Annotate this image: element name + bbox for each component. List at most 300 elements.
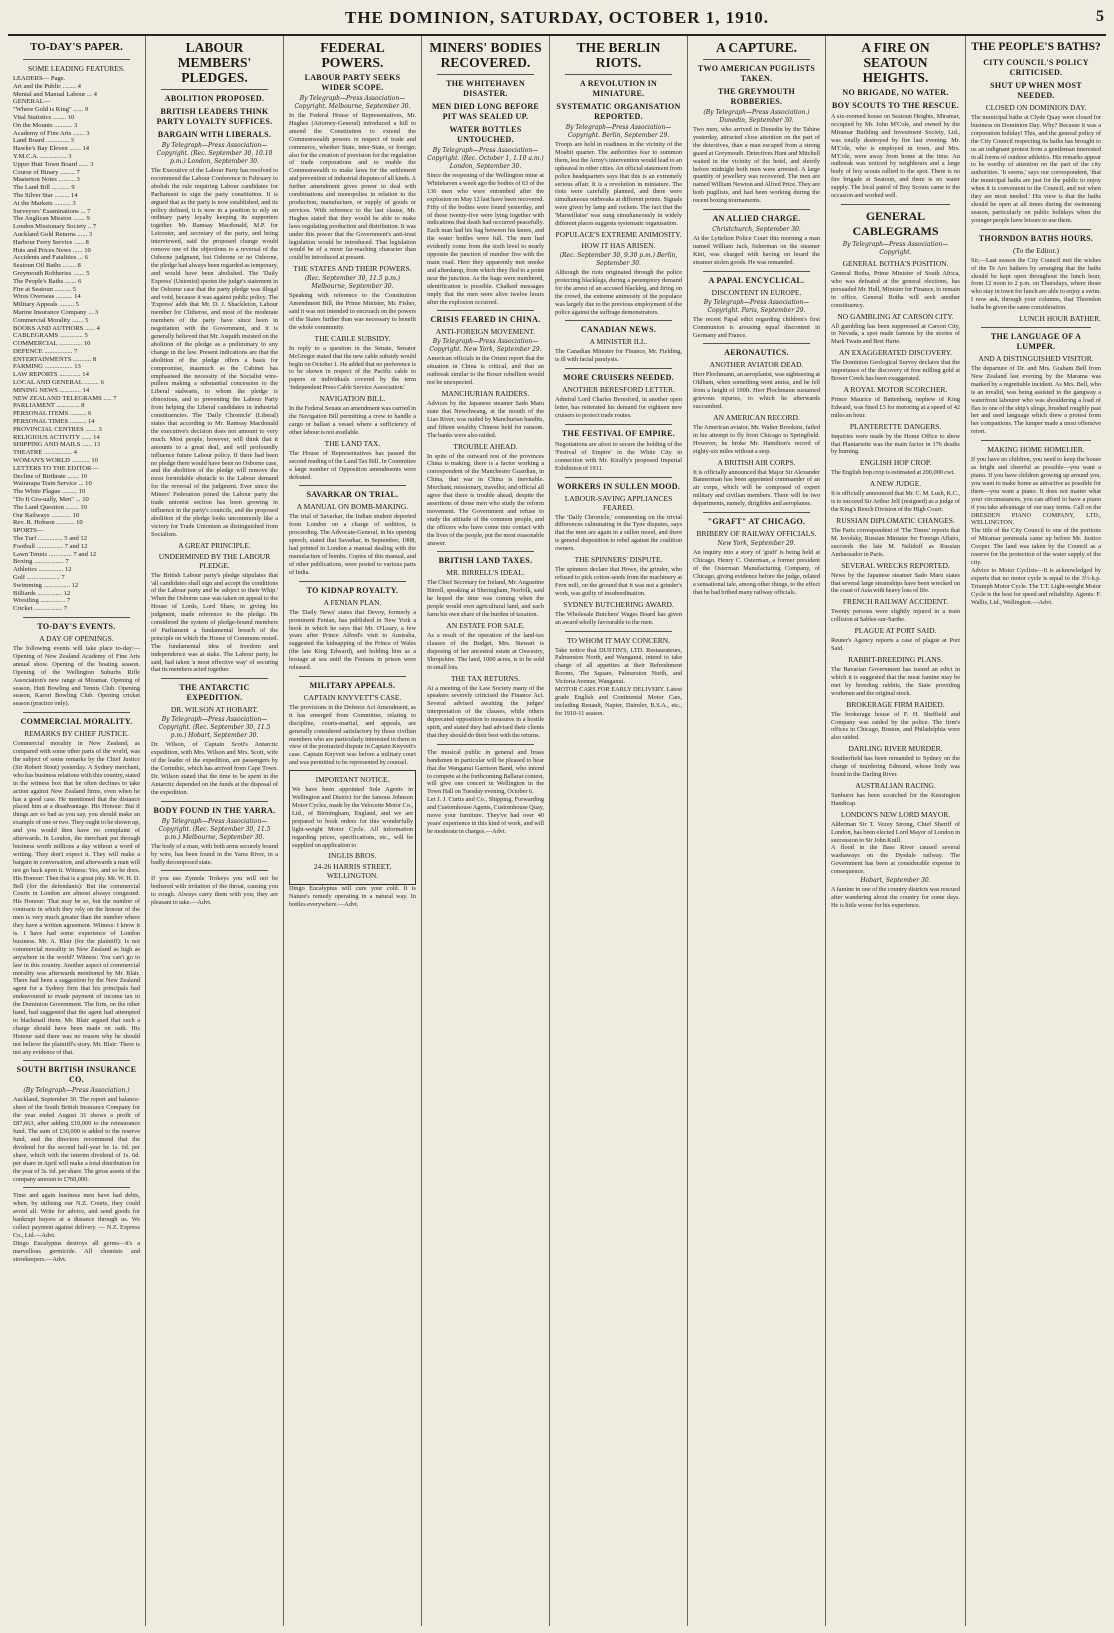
subheading: THE CABLE SUBSIDY. bbox=[314, 333, 391, 343]
divider bbox=[703, 209, 810, 210]
advertisement-text: Time and again business men have had debts, when, by utilising our N.Z. Courts, they could avoid all. Write for advice, and send goods for bankrupt buyers at a distance through us. We collect payment against delivery. — N.Z. Express Co., Ltd.—Advt. bbox=[13, 1192, 140, 1239]
dateline: By Telegraph—Press Association—Copyright. New York, September 29. bbox=[429, 338, 542, 354]
headline: FEDERAL POWERS. bbox=[320, 40, 385, 70]
letter-text: Sir,—Last season the City Council met the wishes of the Te Aro bathers by arranging that the baths should be kept open throughout the lunch hour, from 12 noon to 2 p.m. on Thursdays, where those who stay in town for lunch are able to enjoy a swim. I now ask, through your columns, that Thorndon baths be given the same consideration. bbox=[971, 256, 1101, 312]
toc-item: LOCAL AND GENERAL ......... 6 bbox=[13, 379, 104, 387]
cable-text: Alderman Sir T. Vezey Strong, Chief Sheriff of London, has been elected Lord Mayor of London in succession to Sir John Knill. bbox=[831, 820, 960, 844]
toc-item: Golf .................... 7 bbox=[13, 574, 65, 581]
subheadline: SHUT UP WHEN MOST NEEDED. bbox=[990, 81, 1082, 100]
toc-item: Fire at Seatoun .......... 5 bbox=[13, 285, 76, 293]
toc-item: ENTERTAINMENTS ........... 8 bbox=[13, 355, 97, 363]
leading-features-heading: SOME LEADING FEATURES. bbox=[28, 64, 125, 73]
cable-heading: DARLING RIVER MURDER. bbox=[848, 744, 943, 754]
toc-item: NEW ZEALAND TELEGRAMS ..... 7 bbox=[13, 394, 117, 402]
article-text: Negotiations are afoot to secure the holding of the 'Festival of Empire' in the White City in connection with Mr. Kiralfy's proposed Imperial Exhibition of 1911. bbox=[555, 440, 682, 472]
cable-heading: BROKERAGE FIRM RAIDED. bbox=[846, 699, 945, 709]
commercial-morality-text: Commercial morality in New Zealand, as compared with some other parts of the world, was the subject of some remarks by the Chief Justice (Sir Robert Stout) yesterday. A Sydney merchant, who has business relations with this country, stated in the witness box that he often declines to take action against New Zealand firms, even when he has a good case. He mentioned that the distance placed him at a disadvantage. His Honour: But if things are so bad as you say, you should make an example of one or two. They ought to be shown up, and you would then have no complaint of afterwards. In London, the merchant put through business worth millions a day without a word of writing. They don't expect it. They will make a bargain in conversation, and afterwards a man will not go back upon it. Witness: Yes, and so he does. His Honour: Then that is a great pity. Mr. W. H. D. Bell (for the defendants): But the commercial Courts in London are almost always congested. His Honour: That may be so, but the number of contracts in which they rely on the honour of the men is very much greater than the number where they have a written agreement. Witness: I know it is. I have had some experience of London business. Mr. A. Blair (for the plaintiff): Is not commercial morality in New Zealand as high as anywhere in the world? Witness: You can't go to law in this country. Another aspect of commercial morality was afterwards mentioned by Mr. Blair. There had been a suggestion by the New Zealand agent for a Sydney firm that his principals had endeavoured to evade payment of income tax to the Dominion Government. The firm, on the other hand, had suggested that the agent had attempted to blackmail them. Mr. Blair argued that such a charge should have been made on oath. His Honour said there was no reason why he should not believe the plaintiff's story. Mr. Blair: There is not any evidence of that. bbox=[13, 740, 140, 1056]
toc-item: WOMAN'S WORLD ........... 10 bbox=[13, 457, 98, 465]
toc-item: BOOKS AND AUTHORS ...... 4 bbox=[13, 324, 100, 332]
toc-item: PERSONAL TIMES .......... 14 bbox=[13, 418, 95, 426]
toc-item: Land Board .............. 3 bbox=[13, 137, 74, 145]
article-text: The 'Daily Chronicle,' commenting on the trivial differences culminating in the Tyne disputes, says that the men are again in a sullen mood, and there is general disposition to rebel against the coalition owners. bbox=[555, 513, 682, 553]
subheading: A MANUAL ON BOMB-MAKING. bbox=[296, 502, 409, 512]
cable-text: The English hop crop is estimated at 200,000 cwt. bbox=[831, 469, 955, 477]
advertisement-text: If you use Zymole Trokeys you will not be bothered with irritation of the throat, causing you to cough. Always carry them with you; they are pleasant to take.—Advt. bbox=[151, 875, 278, 907]
article-text: Two men, who arrived in Dunedin by the Tahine yesterday, attracted close attention on the part of the detectives, than a man escaped from a strong guard at Greymouth. Detectives Hunt and Mitchell waited in the vicinity of the hotel, and shortly before midnight both men were arrested. A large quantity of jewellery was recovered. The men are named William Newton and Alfred Price. They are both pugilists, and had been working during the recent boxing tournaments. bbox=[693, 126, 820, 205]
divider bbox=[703, 59, 810, 60]
toc-item: Wires Overseas .......... 14 bbox=[13, 293, 81, 301]
toc-item: LETTERS TO THE EDITOR— bbox=[13, 464, 99, 472]
dateline: By Telegraph—Press Association—Copyright. bbox=[842, 240, 949, 256]
divider bbox=[437, 551, 534, 552]
toc-item: Military Appeals ......... 5 bbox=[13, 301, 79, 309]
divider bbox=[23, 1187, 130, 1188]
toc-item: PROVINCIAL CENTRES ....... 3 bbox=[13, 425, 102, 433]
toc-item: Our Railways ............ 10 bbox=[13, 511, 80, 519]
subheadline: ABOLITION PROPOSED. bbox=[164, 94, 265, 103]
cable-heading: PLAGUE AT PORT SAID. bbox=[854, 626, 937, 636]
divider bbox=[161, 89, 268, 90]
toc-item: On the Mounts ........... 3 bbox=[13, 121, 78, 129]
article-text: The departure of Dr. and Mrs. Graham Bell from New Zealand last evening by the Marama was marked by a regrettable incident. As Mrs. Bell, who is an invalid, was being assisted to the gangway a waterfront labourer who was shouldering a load of flax to one of the ship's slings, brushed roughly past her and used language which drew a protest from her companions. The lumper made a most offensive retort. bbox=[971, 365, 1101, 436]
divider bbox=[437, 744, 534, 745]
advertisement-text: If you have no children, you need to keep the house as bright and cheerful as possible—you want a piano. If you have children growing up around you, you want to make home as attractive as possible for them—you want a piano. It does not matter what your circumstances, you can afford to have a piano if you take advantage of our easy terms. Call on the DRESDEN PIANO COMPANY, LTD., WELLINGTON. bbox=[971, 456, 1101, 527]
article-text: The title of the City Council to one of the portions of Miramar peninsula came up before Mr. Justice Cooper. The land was taken by the Council as a reserve for the protection of the water supply of the city. bbox=[971, 527, 1101, 566]
cablegrams-heading: GENERAL CABLEGRAMS bbox=[852, 208, 939, 238]
article-text: It is officially announced that Major Sir Alexander Bannerman has been appointed commander of an air corps, which will be composed of expert military and civilian members. There will be two departments, namely, dirigibles and aeroplanes. bbox=[693, 468, 820, 508]
divider bbox=[299, 485, 406, 486]
headline: THE PEOPLE'S BATHS? bbox=[971, 41, 1101, 53]
toc-item: "Where Gold is King" ...... 9 bbox=[13, 106, 89, 114]
toc-item: COMMERCIAL .............. 10 bbox=[13, 340, 91, 348]
toc-item: Rev. R. Hobson ........... 10 bbox=[13, 519, 83, 527]
toc-item: The Turf ............... 5 and 12 bbox=[13, 535, 87, 543]
divider bbox=[703, 512, 810, 513]
toc-item: Wairarapa Train Service ... 10 bbox=[13, 480, 92, 488]
subheading: ANOTHER BERESFORD LETTER. bbox=[562, 385, 675, 395]
toc-item: Auckland Gold Returns ...... 3 bbox=[13, 230, 93, 238]
toc-item: At the Markets .......... 3 bbox=[13, 199, 76, 207]
article-text: The British Labour party's pledge stipulates that 'all candidates shall sign and accept the conditions of the Labour party and be subject to their Whip.' When the Osborne case was taken on appeal to the House of Lords, Lord Shaw, in giving his judgment, made reference to the pledge. He considered the system of pledge-bound members of Parliament a fundamental breach of the principle on which the House of Commons rested. The fundamental idea of freedom and independence was at stake. The Labour party, he said, had taken 'a most effective way' of securing that its members acted together. bbox=[151, 571, 278, 674]
toc-item: PARLIAMENT .............. 8 bbox=[13, 402, 85, 410]
subheading: THE LAND TAX. bbox=[324, 438, 381, 448]
headline: AERONAUTICS. bbox=[724, 348, 789, 358]
dateline: By Telegraph—Press Association—Copyright. Paris, September 29. bbox=[703, 298, 810, 314]
article-text: The Canadian Minister for Finance, Mr. Fielding, is ill with facial paralysis. bbox=[555, 348, 682, 364]
cable-heading: AUSTRALIAN RACING. bbox=[855, 780, 936, 790]
subheading: CLOSED ON DOMINION DAY. bbox=[985, 103, 1087, 112]
cable-text: Sunburst has been scratched for the Kensington Handicap. bbox=[831, 791, 960, 807]
headline: A CAPTURE. bbox=[715, 40, 797, 55]
dateline: By Telegraph—Press Association—Copyright. (Rec. September 30, 11.5 p.m.) Hobart, September 30. bbox=[158, 716, 271, 740]
article-text: The American aviator, Mr. Walter Brookins, failed in his attempt to fly from Chicago to Springfield. However, he broke Mr. Hamilton's record of eighty-six miles without a stop. bbox=[693, 423, 820, 455]
subheading: A FENIAN PLAN. bbox=[323, 597, 382, 607]
cable-heading: NO GAMBLING AT CARSON CITY. bbox=[837, 311, 954, 321]
article-text: In the Federal House of Representatives, Mr. Hughes (Attorney-General) introduced a bill to amend the Constitution to extend the Commonwealth powers in respect of trade and commerce, whether State, inter-State, or foreign; also for the creation of provision for the regulation of trade corporations and to enable the Commonwealth to make laws for the settlement and prevention of industrial disputes of all kinds. A further amendment gives power to deal with combinations and monopolies in relation to the production, manufacture, or supply of goods or services. With reference to the last clause, Mr. Hughes stated that they would be able to make laws regulating production and distribution. It was under this power that the Government's anti-trust legislation would be introduced. That legislation would be of a more far-reaching character than could be introduced at present. bbox=[289, 112, 416, 262]
toc-item: LEADERS— Page. bbox=[13, 75, 66, 82]
toc-item: The Land Question ........ 10 bbox=[13, 503, 87, 511]
subheading: UNDERMINED BY THE LABOUR PLEDGE. bbox=[158, 551, 271, 570]
subheadline: CITY COUNCIL'S POLICY CRITICISED. bbox=[983, 58, 1089, 77]
subheading: CAPTAIN KNYVETT'S CASE. bbox=[303, 692, 402, 702]
subheading: SYDNEY BUTCHERING AWARD. bbox=[563, 599, 674, 609]
toc-item: THEATRE ................. 4 bbox=[13, 449, 77, 457]
article-text: In the Federal Senate an amendment was carried in the Navigation Bill permitting a crew to handle a cargo or ballast a vessel where a sufficiency of other labour is not available. bbox=[289, 405, 416, 436]
notice-heading: IMPORTANT NOTICE. bbox=[315, 775, 390, 785]
dateline: (By Telegraph—Press Association.) bbox=[23, 1087, 130, 1095]
headline: MORE CRUISERS NEEDED. bbox=[563, 373, 674, 383]
divider bbox=[161, 678, 268, 679]
article-text: The Chief Secretary for Ireland, Mr. Augustine Birrell, speaking at Sheringham, Norfolk, said he hoped the time was coming when the people would own agricultural land, and each farm his own share of the burden of taxation. bbox=[427, 579, 544, 619]
openings-subheading: A DAY OF OPENINGS. bbox=[39, 633, 114, 643]
cable-heading: RUSSIAN DIPLOMATIC CHANGES. bbox=[836, 516, 955, 525]
divider bbox=[161, 870, 268, 871]
insurance-text: Auckland, September 30. The report and balance-sheet of the South British Insurance Company for the year ended August 31 shows a profit of £87,663, after adding £10,000 to the reinsurance fund. The sum of £30,000 is added to the reserve fund, and the directors recommend that the dividend for the second half-year be 1s. 6d. per share, which with the interim dividend of 1s. 6d. per share in April will make a total distribution for the year of 3s. 6d. per share. The gross assets of the company amount to £760,000. bbox=[13, 1096, 140, 1183]
advertisement-text: Advice to Motor Cyclists—It is acknowledged by experts that no motor cycle is equal to the 3½-h.p. Triumph Motor Cycle. The T.T. Light-weight Motor Cycle is the best for speed and reliability. Agents: F. Wallis, Ltd., Wellington.—Advt. bbox=[971, 566, 1101, 606]
notice-box bbox=[289, 770, 416, 885]
cable-text: General Botha, Prime Minister of South Africa, who was defeated at the general elections, has persuaded Mr. Hull, Minister for Finance, to remain in office. General Botha will seek another constituency. bbox=[831, 269, 960, 309]
todays-paper-heading: TO-DAY'S PAPER. bbox=[30, 41, 123, 53]
article-text: The recent Papal edict regarding children's first Communion is arousing equal discontent in Germany and France. bbox=[693, 315, 820, 339]
advertisement-text: Dingo Eucalyptus will cure your cold. It is Nature's remedy operating in a natural way. In bottles everywhere.—Advt. bbox=[289, 885, 416, 909]
toc-item: Surveyors' Examinations ... 7 bbox=[13, 207, 91, 215]
subheadline: NO BRIGADE, NO WATER. bbox=[842, 88, 949, 97]
headline: "GRAFT" AT CHICAGO. bbox=[707, 517, 806, 527]
cable-text: Reuter's Agency reports a case of plague at Port Said. bbox=[831, 637, 960, 653]
column-miners-bodies bbox=[422, 36, 550, 1626]
advertisement-text: Dingo Eucalyptus destroys all germs—it's a marvellous germicide. All chemists and storekeepers.—Advt. bbox=[13, 1239, 140, 1263]
article-text: The Executive of the Labour Party has resolved to recommend the Labour Conference in February to abolish the rule requiring Labour candidates for Parliament to sign the party constitution. It is argued that as the party is now established, and its policy defined, it is now in a position to rely on ordinary party loyalty keeping its supporters together. Mr. Ramsay Macdonald, M.P. for Leicester, and secretary of the party, and being interviewed, said the proposed change would remove one of the objections to a reversal of the Osborne judgment, but Osborne or no Osborne, the pledge had always been regarded as temporary, and would have been abolished. The 'Daily Express' (Unionist) quotes the judge's statement in the Osborne case that the party pledge was illegal and void, because it was against public policy. The 'Express' adds that Mr. D. J. Shackleton, Labour member for Clitheroe, and most of the moderate members of the party have since been in negotiation with the Government, and it is generally believed that Mr. Asquith insisted on the abolition of the pledge as a preliminary to any change in the law. Present indications are that the abolition of the pledge offers a basis for compromise, inasmuch as the Cabinet has emphasised the necessity of the Socialist wire-pullers making a substantial concession to the Liberal stalwarts, to whom the pledge is obnoxious, and to preventing the Labour Party from helping the Liberal candidates in industrial constituencies. The 'Daily Chronicle' (Liberal) states that according to Mr. Ramsay Macdonald the executive's decision does not amount to very much. Most people, however, will think that it amounts to a great deal, and will profoundly influence future Labour policy. If there had been no pledge there would have been no Osborne case, and the abolition of the pledge will remove the most formidable obstacle to the Labour demand for the reversal of the judgment. Ever since the Miners' Federation joined the Labour party the trade unionist section has been growing in influence in the party's councils, and the proposed abolition of the pledge looks uncommonly like a victory for Trade Unionism as distinguished from Socialism. bbox=[151, 167, 278, 538]
divider bbox=[703, 271, 810, 272]
article-text: Troops are held in readiness in the vicinity of the Moabit quarter. The authorities fear to summon them, lest the Army's intervention would lead to an upheaval in other cities. An official statement from police headquarters says that this is an extremely serious affair. It is a revolution in miniature. The riots were carefully planned, and there were simultaneous outbreaks at different points. Signals were given by lamp and rockets. The fact that the 'Marseillaise' was sung simultaneously in widely different places suggests systematic organisation. bbox=[555, 141, 682, 228]
toc-item: Mental and Manual Labour ... 4 bbox=[13, 90, 97, 98]
toc-item: Masterton Notes .......... 3 bbox=[13, 176, 80, 184]
toc-item: London Missionary Society .. 7 bbox=[13, 223, 97, 231]
dateline: By Telegraph—Press Association—Copyright. Melbourne, September 30. bbox=[294, 95, 411, 110]
divider bbox=[703, 343, 810, 344]
divider bbox=[981, 440, 1091, 441]
cable-heading: AN EXAGGERATED DISCOVERY. bbox=[839, 348, 952, 358]
subheading: A MINISTER ILL. bbox=[589, 337, 648, 347]
cable-text: Twenty persons were slightly injured in a train collision at Sables-sur-Sarthe. bbox=[831, 608, 960, 624]
subheadline: THE GREYMOUTH ROBBERIES. bbox=[717, 87, 796, 106]
divider bbox=[23, 59, 130, 60]
advertisement-text: MOTOR CARS FOR EARLY DELIVERY. Latest grade English and Continental Motor Cars, including Renault, Napier, Daimler, B.S.A., etc., for 1910-11 season. bbox=[555, 686, 682, 717]
article-text: The provisions in the Defence Act Amendment, as it has emerged from Committee, relating to discipline, courts-martial, and appeals, are generally considered satisfactory by those civilian members who are particularly interested in them in view of the protracted dispute in Captain Knyvett's case. Captain Knyvett was before a military court and was permitted to be represented by counsel. bbox=[289, 703, 416, 767]
todays-events-heading: TO-DAY'S EVENTS. bbox=[37, 621, 116, 631]
divider bbox=[565, 74, 672, 75]
cable-heading: FRENCH RAILWAY ACCIDENT. bbox=[842, 597, 949, 607]
subheadline: THE WHITEHAVEN DISASTER. bbox=[446, 79, 525, 98]
page-number: 5 bbox=[1096, 8, 1104, 25]
subheadline: SYSTEMATIC ORGANISATION REPORTED. bbox=[556, 102, 681, 121]
cable-heading: RABBIT-BREEDING PLANS. bbox=[848, 654, 943, 664]
subheading: AN ESTATE FOR SALE. bbox=[446, 620, 525, 630]
toc-item: LAW REPORTS ............. 14 bbox=[13, 371, 89, 379]
toc-item: "Do It Gra-ually, Men" ... 10 bbox=[13, 496, 89, 504]
article-text: The municipal baths at Clyde Quay were closed for business on Dominion Day. Why? Because it was a corporation holiday! This, and the general policy of the City Council respecting its baths has brought to us an indignant protest from a gentleman interested in all forms of outdoor athletics. His remarks appear to be worthy of attention on the part of the city authorities. 'It seems,' says our correspondent, 'that the municipal baths are just for the public to enjoy when it is convenient to the Council, and not when they are most needed.' His view is that the baths should be open at all times during the swimming season, particularly on public holidays when the younger people have leisure to use them. bbox=[971, 114, 1101, 224]
subheadline: BARGAIN WITH LIBERALS. bbox=[157, 130, 272, 139]
chief-justice-subheading: REMARKS BY CHIEF JUSTICE. bbox=[24, 729, 129, 739]
dateline: By Telegraph—Press Association—Copyright. (Rec. September 30, 10.10 p.m.) London, September 30. bbox=[156, 142, 273, 165]
column-federal-powers bbox=[284, 36, 422, 1626]
dateline: Hobart, September 30. bbox=[860, 877, 931, 885]
subheading: (To the Editor.) bbox=[1013, 245, 1059, 255]
divider bbox=[565, 368, 672, 369]
contents-list bbox=[13, 75, 140, 613]
subheading: THE SPINNERS' DISPUTE. bbox=[574, 555, 663, 565]
article-text: The spinners declare that Howe, the grinder, who refused to pick cotton-seeds from the machinery at Fern mill, on the ground that it was not a grinder's work, was guilty of insubordination. bbox=[555, 566, 682, 597]
subheading: A GREAT PRINCIPLE. bbox=[178, 540, 251, 550]
dateline: By Telegraph—Press Association—Copyright. (Rec. September 30, 11.5 p.m.) Melbourne, September 30. bbox=[158, 817, 271, 841]
subheading: NAVIGATION BILL. bbox=[319, 394, 386, 404]
toc-item: Upper Hutt Town Board ...... 3 bbox=[13, 160, 94, 168]
article-text: An inquiry into a story of 'graft' is being held at Chicago. Henry C. Osterman, a former president of the Osterman Manufacturing Company, of Chicago, giving evidence before the judge, related a sensational tale, among other things, to the effect that he had bribed many railway officials. bbox=[693, 549, 820, 596]
article-text: At the Lyttelton Police Court this morning a man named William Jack, fisherman on the steamer Kini, was charged with having on board the steamer stolen goods. He was remanded. bbox=[693, 235, 820, 266]
notice-address: 24-26 HARRIS STREET, WELLINGTON. bbox=[313, 862, 392, 881]
headline: TO KIDNAP ROYALTY. bbox=[306, 585, 399, 595]
cable-text: The brokerage house of F. H. Sheffield and Company was raided by the police. The firm's offices in Chicago, Boston, and Philadelphia were also raided. bbox=[831, 710, 960, 742]
article-text: Speaking with reference to the Constitution Amendment Bill, the Prime Minister, Mr. Fisher, said it was not intended to encroach on the powers of the States further than was necessary to benefit the whole community. bbox=[289, 292, 416, 331]
subheading: ANOTHER AVIATOR DEAD. bbox=[709, 360, 804, 370]
cable-heading: PLANTERETTE DANGERS. bbox=[849, 421, 942, 431]
toc-item: Wrestling ............... 7 bbox=[13, 597, 71, 605]
divider bbox=[981, 327, 1091, 328]
subheadline: WATER BOTTLES UNTOUCHED. bbox=[449, 125, 522, 144]
article-text: The musical public in general and brass bandsmen in particular will be pleased to hear that the Wanganui Garrison Band, who intend to compete at the forthcoming Ballarat contest, will give one concert in Wellington in the Town Hall on Tuesday evening, October 6. bbox=[427, 748, 544, 796]
article-text: American officials in the Orient report that the situation in China is critical, and that an outbreak similar to the Boxer rebellion would not be unexpected. bbox=[427, 355, 544, 387]
subheadline: BOY SCOUTS TO THE RESCUE. bbox=[831, 101, 960, 110]
toc-item: Decline of Birthrate ....... 10 bbox=[13, 472, 88, 480]
cable-heading: ENGLISH HOP CROP. bbox=[859, 458, 932, 468]
divider bbox=[437, 310, 534, 311]
headline: THE BERLIN RIOTS. bbox=[576, 40, 661, 70]
subheading: MAKING HOME HOMELIER. bbox=[987, 445, 1085, 455]
toc-item: Billiards ............... 12 bbox=[13, 589, 71, 597]
events-text: The following events will take place to-day:— Opening of New Zealand Academy of Fine Arts annual show. Opening of the boating season. Opening of the Wellington Suburbs Rifle Association's new range at Miramar. Opening of season, Hutt Bowling and Tennis Club. Opening season, Karori Bowling Club. Opening cricket season (practice only). bbox=[13, 644, 140, 708]
article-text: Advices by the Japanese steamer Sado Maru state that Newchwang, at the mouth of the Liao River, was raided by Manchurian bandits, and fifteen wealthy Chinese held for ransom. The banks were also raided. bbox=[427, 400, 544, 439]
subheading: MR. BIRRELL'S IDEAL. bbox=[446, 568, 525, 578]
column-peoples-baths bbox=[966, 36, 1106, 1626]
cable-text: All gambling has been suppressed at Carson City, in Nevada, a spot made famous by the stories of Mark Twain and Bret Harte. bbox=[831, 322, 960, 346]
subheadline: BRITISH LEADERS THINK PARTY LOYALTY SUFFICES. bbox=[156, 107, 273, 126]
cable-text: The Paris correspondent of 'The Times' reports that M. Isvolsky, Russian Minister for Foreign Affairs, succeeds the late M. Nelidoff as Russian Ambassador in Paris. bbox=[831, 527, 960, 558]
headline: CRISIS FEARED IN CHINA. bbox=[430, 315, 541, 325]
letter-signature: LUNCH HOUR BATHER. bbox=[1019, 314, 1101, 324]
cable-heading: SEVERAL WRECKS REPORTED. bbox=[841, 560, 950, 570]
headline: THE ANTARCTIC EXPEDITION. bbox=[179, 683, 250, 703]
toc-item: Huts and Prices News ...... 10 bbox=[13, 246, 91, 254]
cable-heading: GENERAL BOTHA'S POSITION. bbox=[842, 258, 949, 268]
cable-text: The Bavarian Government has issued an edict in which it is suggested that the meat famine may be met by breeding rabbits, the State providing workmen and the original stock. bbox=[831, 665, 960, 697]
divider bbox=[299, 581, 406, 582]
cable-text: Prince Maurice of Battenberg, nephew of King Edward, was fined £3 for motoring at a speed of 42 miles an hour. bbox=[831, 395, 960, 419]
subheading: LABOUR-SAVING APPLIANCES FEARED. bbox=[564, 493, 673, 512]
toc-item: Harbour Ferry Service ...... 8 bbox=[13, 238, 89, 246]
toc-item: Marine Insurance Company ... 3 bbox=[13, 308, 99, 316]
headline: THE FESTIVAL OF EMPIRE. bbox=[561, 428, 676, 438]
headline: BRITISH LAND TAXES. bbox=[438, 556, 533, 566]
toc-item: The Land Bill ........... 9 bbox=[13, 184, 75, 192]
subheading: AN AMERICAN RECORD. bbox=[713, 412, 800, 422]
subheading: A BRITISH AIR CORPS. bbox=[717, 457, 796, 467]
toc-item: Football ................ 7 and 12 bbox=[13, 542, 88, 550]
cable-text: A famine in one of the country districts was rescued after wandering about the country for some days. He is little worse for his experience. bbox=[831, 886, 960, 909]
headline: THORNDON BATHS HOURS. bbox=[978, 233, 1094, 243]
toc-item: The People's Baths ....... 6 bbox=[13, 277, 82, 285]
subheadline: TWO AMERICAN PUGILISTS TAKEN. bbox=[697, 64, 816, 83]
columns bbox=[8, 36, 1106, 1626]
headline: LABOUR MEMBERS' PLEDGES. bbox=[177, 40, 252, 85]
subheading: POPULACE'S EXTREME ANIMOSITY. bbox=[555, 229, 682, 239]
subheading: THE TAX RETURNS. bbox=[450, 673, 521, 683]
headline: A FIRE ON SEATOUN HEIGHTS. bbox=[861, 40, 930, 85]
notice-text: We have been appointed Sole Agents in Wellington and District for the famous Johnson Motor Cycles, made by the Velocette Motor Co., Ltd., of Birmingham, England, and we are prepared to book orders for this wonderfully light-weight Motor Cycle. All information regarding prices, specifications, etc., will be supplied on application to bbox=[292, 786, 413, 849]
toc-item: DEFENCE ................. 7 bbox=[13, 347, 78, 355]
divider bbox=[23, 617, 130, 618]
notice-text: Take notice that DUSTIN'S, LTD. Restaurateurs, Palmerston North, and Wanganui, intend to take charge of all appetites at their Refreshment Rooms, The Square, Palmerston North, and Victoria Avenue, Wanganui. bbox=[555, 646, 682, 686]
subheading: THE STATES AND THEIR POWERS. bbox=[293, 264, 412, 274]
article-text: In spite of the outward rest of the provinces China is making, there is a factor working a correspondent of the Manchester Guardian, in China, that war in China is inevitable. Merchant, missionary, traveller, and official all agree that there is trouble ahead, despite the assertions of those men who study the reform movement. The Government and refuse to study the attitude of the common people, and the officers who have come into contact with the lives of the people, put the most reasonable answer. bbox=[427, 452, 544, 547]
toc-item: RELIGIOUS ACTIVITY ...... 14 bbox=[13, 433, 100, 441]
toc-item: SPORTS— bbox=[13, 527, 44, 535]
subheading: AND A DISTINGUISHED VISITOR. bbox=[978, 354, 1094, 364]
article-text: Dr. Wilson, of Captain Scott's Antarctic expedition, with Mrs. Wilson and Mrs. Scott, wife of the leader of the expedition, are passengers by the Corinthic, which has arrived from Cape Town. Dr. Wilson stated that the time to be spent in the Antarctic depended on the funds at the disposal of the expedition. bbox=[151, 741, 278, 796]
advertisement-text: Let J. J. Curtis and Co., Shipping, Forwarding and Customhouse Agents, Customhouse Quay, move your furniture. They've had over 40 years' experience in this kind of work, and will be moderate in charges.—Advt. bbox=[427, 796, 544, 835]
headline: AN ALLIED CHARGE. bbox=[712, 214, 801, 224]
subheading: TROUBLE AHEAD. bbox=[453, 441, 518, 451]
cable-heading: A ROYAL MOTOR SCORCHER. bbox=[843, 384, 948, 394]
divider bbox=[565, 631, 672, 632]
divider bbox=[299, 676, 406, 677]
subheading: ANTI-FOREIGN MOVEMENT. bbox=[435, 327, 536, 337]
notice-heading: TO WHOM IT MAY CONCERN. bbox=[567, 635, 670, 645]
column-a-capture bbox=[688, 36, 826, 1626]
headline: MINERS' BODIES RECOVERED. bbox=[429, 40, 542, 70]
divider bbox=[981, 229, 1091, 230]
toc-item: Vital Statistics ........ 10 bbox=[13, 113, 75, 121]
article-text: Although the riots originated through the police protecting blacklegs, during a peremptory demand for the arrest of an accused blackleg, and firing on the crowd, the extreme animosity of the populace was largely due to the previous employment of the police against the suffrage demonstrators. bbox=[555, 268, 682, 316]
article-text: The body of a man, with both arms securely bound by wire, has been found in the Yarra River, in a badly decomposed state. bbox=[151, 842, 278, 866]
article-text: In reply to a question in the Senate, Senator McGregor stated that the new cable subsidy would begin on October 1. He added that no preference is to be shown in respect of the Pacific cable to papers or individuals covered by the term 'Independent Press Cable Service Association.' bbox=[289, 344, 416, 392]
dateline: (Rec. September 30, 11.5 p.m.) Melbourne, September 30. bbox=[304, 275, 401, 291]
toc-item: Cricket ................. 7 bbox=[13, 605, 68, 613]
toc-item: MINING NEWS ............. 14 bbox=[13, 386, 90, 394]
toc-item: The Silver Star ......... 14 bbox=[13, 191, 78, 199]
toc-item: GENERAL— bbox=[13, 98, 51, 106]
subheading: BRIBERY OF RAILWAY OFFICIALS. bbox=[696, 529, 817, 539]
toc-item: Academy of Fine Arts ....... 3 bbox=[13, 129, 90, 137]
cable-text: A flood in the Bass River caused several washaways on the Dysdale railway. The Government has been at considerable expense in consequence. bbox=[831, 844, 960, 876]
cable-text: Inquiries were made by the Home Office to show that Plantariette was the main factor in 176 deaths by burning. bbox=[831, 432, 960, 456]
toc-item: FARMING ................. 13 bbox=[13, 363, 81, 371]
divider bbox=[23, 712, 130, 713]
headline: BODY FOUND IN THE YARRA. bbox=[153, 805, 276, 815]
subheadline: LABOUR PARTY SEEKS WIDER SCOPE. bbox=[304, 73, 401, 92]
toc-item: SHIPPING AND MAILS ...... 13 bbox=[13, 441, 101, 449]
toc-item: Boxing .................. 7 bbox=[13, 558, 69, 566]
dateline: New York, September 29. bbox=[717, 540, 796, 548]
article-text: As a result of the operation of the land-tax clauses of the Budget, Mrs. Stewart is disposing of her ancestral estate at Oswestry, Shropshire. The land, 1000 acres, is to be sold in small lots. bbox=[427, 631, 544, 671]
cable-heading: LONDON'S NEW LORD MAYOR. bbox=[840, 809, 951, 819]
headline: WORKERS IN SULLEN MOOD. bbox=[556, 481, 681, 491]
divider bbox=[565, 477, 672, 478]
toc-item: The White Plague ......... 10 bbox=[13, 488, 86, 496]
subheading: HOW IT HAS ARISEN. bbox=[581, 240, 656, 250]
headline: THE LANGUAGE OF A LUMPER. bbox=[990, 332, 1082, 352]
dateline: By Telegraph—Press Association—Copyright. (Rec. October 1, 1.10 a.m.) London, September 30. bbox=[427, 147, 544, 170]
column-todays-paper bbox=[8, 36, 146, 1626]
divider bbox=[841, 204, 950, 205]
column-berlin-riots bbox=[550, 36, 688, 1626]
dateline: (Rec. September 30, 9.30 p.m.) Berlin, September 30. bbox=[559, 251, 678, 267]
article-text: A six-roomed house on Seatoun Heights, Miramar, occupied by Mr. John M'Cole, and owned by the Miramar Building and Investment Society, Ltd., was totally destroyed by fire last evening. Mr. M'Cole, who is employed in town, and Mrs. M'Cole, were away from home at the time. An outbreak was noticed by neighbours and a large body of boy scouts rallied to the spot. There is no fire brigade at Seatoun, and there is no water supply. The local patrol of Boy Scouts came to the occasion and worked well. bbox=[831, 113, 960, 200]
toc-item: Commercial Morality ....... 5 bbox=[13, 316, 89, 324]
divider bbox=[23, 1060, 130, 1061]
toc-item: Athletics ............... 12 bbox=[13, 566, 72, 574]
article-text: Herr Plochmann, an aeroplanist, was sightseeing at Oldham, when something went amiss, and he fell from a height of 100ft. Herr Plochmann sustained grievous injuries, to which he afterwards succumbed. bbox=[693, 371, 820, 411]
cable-text: It is officially announced that Mr. C. M. Lush, K.C., is to succeed Sir Arthur Jelf (resigned) as a judge of the King's Bench Division of the High Court. bbox=[831, 490, 960, 514]
dateline: By Telegraph—Press Association—Copyright. Berlin, September 29. bbox=[565, 124, 672, 139]
toc-item: Y.M.C.A. ................ 3 bbox=[13, 152, 72, 160]
toc-item: Course of Binary ......... 7 bbox=[13, 168, 80, 176]
toc-item: Greymouth Robberies ....... 5 bbox=[13, 269, 90, 277]
toc-item: Accidents and Fatalities ... 6 bbox=[13, 254, 88, 262]
column-labour-pledges bbox=[146, 36, 284, 1626]
article-text: The trial of Savarkar, the Indian student deported from London on a charge of sedition, is proceeding. The Advocate-General, in his opening speech, stated that Savarkar, in September, 1908, had printed in London a manual dealing with the manufacture of bombs. Copies of this manual, and of other publications, were posted to various parts of India. bbox=[289, 513, 416, 576]
insurance-heading: SOUTH BRITISH INSURANCE CO. bbox=[16, 1065, 137, 1085]
divider bbox=[437, 74, 534, 75]
toc-item: PERSONAL ITEMS .......... 6 bbox=[13, 410, 92, 418]
commercial-morality-heading: COMMERCIAL MORALITY. bbox=[20, 717, 133, 727]
cable-heading: A NEW JUDGE. bbox=[869, 479, 922, 489]
article-text: The Wholesale Butchers' Wages Board has given an award wholly favourable to the men. bbox=[555, 610, 682, 626]
cable-text: The Dominion Geological Survey declares that the importance of the discovery of free milling gold at Bower Creek has been exaggerated. bbox=[831, 359, 960, 383]
dateline: Christchurch, September 30. bbox=[712, 226, 801, 234]
subheading: DR. WILSON AT HOBART. bbox=[170, 705, 259, 715]
divider bbox=[565, 424, 672, 425]
article-text: Admiral Lord Charles Beresford, in another open letter, has reiterated his demand for eighteen new cruisers to protect trade routes. bbox=[555, 396, 682, 420]
toc-item: The Anglican Mission ....... 9 bbox=[13, 215, 90, 223]
article-text: The 'Daily News' states that Devoy, formerly a prominent Fenian, has published in New York a book in which he says that Mr. O'Leary, a few years after Prince Alfred's visit to Australia, suggested the kidnapping of the Prince of Wales (the late King Edward), and holding him as a hostage at sea until the Fenians in prison were released. bbox=[289, 608, 416, 672]
headline: A PAPAL ENCYCLICAL. bbox=[708, 275, 805, 285]
toc-item: Hawke's Bay Eleven ....... 14 bbox=[13, 145, 90, 153]
cable-text: News by the Japanese steamer Sado Maru states that several large steamships have been wrecked on the coast of Asia with heavy loss of life. bbox=[831, 571, 960, 595]
masthead bbox=[8, 6, 1106, 36]
column-fire-seatoun bbox=[826, 36, 966, 1626]
article-text: The House of Representatives has passed the second reading of the Land Tax Bill. In Committee a large number of Opposition amendments were defeated. bbox=[289, 449, 416, 481]
toc-item: CABLEGRAMS .............. 5 bbox=[13, 332, 88, 340]
headline: CANADIAN NEWS. bbox=[580, 325, 657, 335]
notice-signature: INGLIS BROS. bbox=[328, 851, 377, 861]
dateline: (By Telegraph—Press Association.) Dunedin, September 30. bbox=[703, 109, 810, 124]
newspaper-title: THE DOMINION, SATURDAY, OCTOBER 1, 1910. bbox=[345, 8, 769, 27]
headline: SAVARKAR ON TRIAL. bbox=[306, 490, 399, 500]
cable-text: Southerfield has been remanded to Sydney on the charge of murdering Edmund, whose body was found in the Darling River. bbox=[831, 755, 960, 779]
article-text: At a meeting of the Law Society many of the speakers severely criticised the Finance Act. Several advised awaiting the judges' interpretation of the clauses, while others deprecated opposition to measures in a hostile spirit, and stated they had advised their clients that they should do their best with the returns. bbox=[427, 684, 544, 739]
subheadline: MEN DIED LONG BEFORE PIT WAS SEALED UP. bbox=[431, 102, 540, 121]
subheading: DISCONTENT IN EUROPE. bbox=[711, 287, 802, 297]
subheading: MANCHURIAN RAIDERS. bbox=[441, 389, 530, 399]
divider bbox=[565, 320, 672, 321]
article-text: Since the reopening of the Wellington mine at Whitehaven a week ago the bodies of 63 of the 136 men who were entombed after the explosion on May 12 last have been recovered. Fifty of the bodies were found yesterday, and of these twenty-five were lying together with indications that death had occurred peacefully. Each man had his bag between his knees, and the water bottles were full. The men had evidently come from the sixth level to nearly opposite the junction of number five with the main road. Here they apparently met smoke and afterdamp, from which they fled to a point near the junction. As the bags were numbered, identification is possible. Chalked messages imply that the men were alive twelve hours after the explosion occurred. bbox=[427, 172, 544, 306]
toc-item: Lawn Tennis .............. 7 and 12 bbox=[13, 550, 97, 558]
toc-item: Seatoun Oil Baths ........ 8 bbox=[13, 262, 81, 270]
headline: MILITARY APPEALS. bbox=[309, 680, 396, 690]
subheadline: A REVOLUTION IN MINIATURE. bbox=[579, 79, 658, 98]
divider bbox=[161, 801, 268, 802]
toc-item: Art and the Public ........ 4 bbox=[13, 82, 81, 90]
